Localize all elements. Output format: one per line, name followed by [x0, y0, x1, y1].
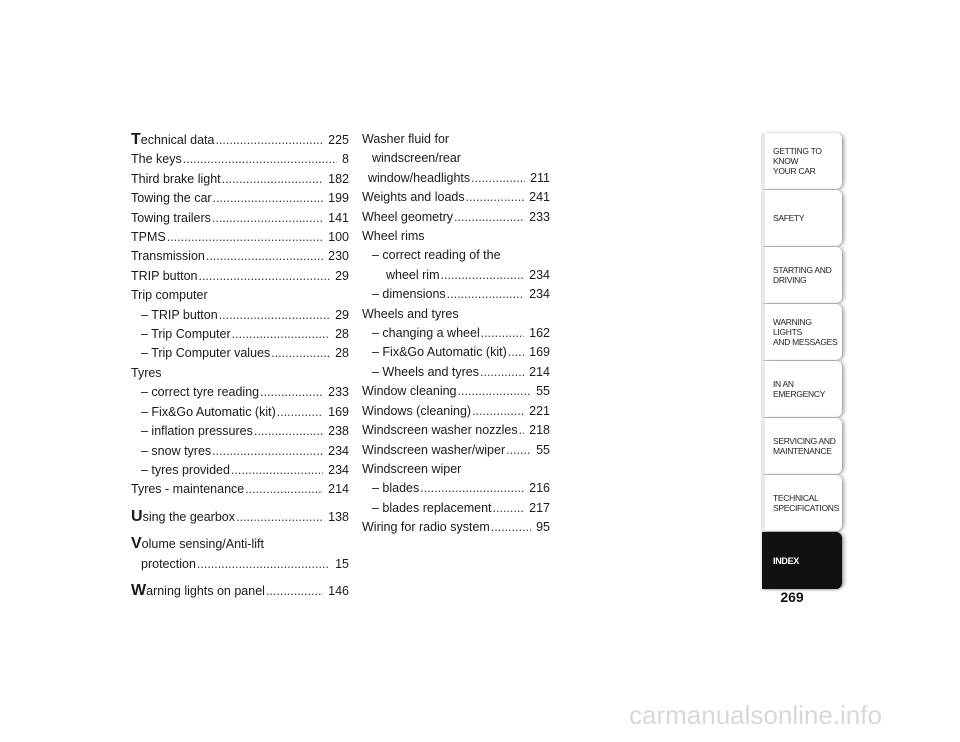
page-number: 269 — [780, 589, 804, 605]
tab-safety[interactable]: SAFETY — [762, 190, 842, 246]
tab-in-an-emergency[interactable]: IN AN EMERGENCY — [762, 361, 842, 417]
index-entry[interactable]: Transmission ..... 230 — [131, 247, 349, 266]
page-ref: 15 — [335, 556, 349, 571]
index-subentry[interactable]: – snow tyres ..... 234 — [131, 442, 349, 461]
page-ref: 234 — [529, 287, 550, 302]
index-entry[interactable]: Windscreen washer nozzles ..... 218 — [362, 421, 550, 440]
index-subentry[interactable]: – correct tyre reading ..... 233 — [131, 383, 349, 402]
index-entry[interactable]: Technical data ..... 225 — [131, 130, 349, 150]
index-entry[interactable]: Using the gearbox ..... 138 — [131, 507, 349, 527]
index-subentry[interactable]: – blades replacement ..... 217 — [362, 499, 550, 518]
index-subentry[interactable]: – Trip Computer ..... 28 — [131, 325, 349, 344]
page-ref: 100 — [328, 230, 349, 245]
page-ref: 221 — [529, 403, 550, 418]
page-ref: 233 — [529, 209, 550, 224]
tab-technical-specifications[interactable]: TECHNICAL SPECIFICATIONS — [762, 475, 842, 531]
index-entry[interactable]: Towing the car ..... 199 — [131, 189, 349, 208]
page-ref: 211 — [530, 170, 550, 185]
index-subentry[interactable]: – TRIP button ..... 29 — [131, 306, 349, 325]
page-ref: 217 — [529, 500, 550, 515]
index-subentry[interactable]: – changing a wheel ..... 162 — [362, 324, 550, 343]
page-ref: 162 — [529, 326, 550, 341]
page-ref: 55 — [536, 384, 550, 399]
page-ref: 234 — [328, 462, 349, 477]
index-entry[interactable]: Towing trailers ..... 141 — [131, 209, 349, 228]
page-ref: 234 — [529, 267, 550, 282]
page-ref: 218 — [529, 423, 550, 438]
page-ref: 55 — [536, 442, 550, 457]
page-ref: 28 — [335, 327, 349, 342]
page-ref: 214 — [328, 482, 349, 497]
index-entry[interactable]: protection ..... 15 — [131, 555, 349, 574]
index-entry[interactable]: Window cleaning ..... 55 — [362, 382, 550, 401]
page-ref: 28 — [335, 346, 349, 361]
index-subentry[interactable]: – inflation pressures ..... 238 — [131, 422, 349, 441]
page-ref: 29 — [335, 268, 349, 283]
index-column-left — [131, 130, 349, 601]
page-ref: 230 — [328, 249, 349, 264]
page-ref: 225 — [328, 133, 349, 147]
page-ref: 234 — [328, 443, 349, 458]
index-heading: Wheel rims — [362, 229, 425, 244]
index-heading-cont: windscreen/rear — [372, 151, 461, 166]
page-ref: 199 — [328, 191, 349, 206]
tab-starting-and-driving[interactable]: STARTING AND DRIVING — [762, 247, 842, 303]
index-subentry[interactable]: – dimensions ..... 234 — [362, 285, 550, 304]
index-heading: Wheels and tyres — [362, 306, 459, 321]
page-ref: 169 — [529, 345, 550, 360]
index-subheading: – correct reading of the — [372, 248, 501, 263]
tab-servicing-and-maintenance[interactable]: SERVICING AND MAINTENANCE — [762, 418, 842, 474]
index-subentry[interactable]: – tyres provided ..... 234 — [131, 461, 349, 480]
page-ref: 214 — [529, 364, 550, 379]
index-entry[interactable]: Windows (cleaning) ..... 221 — [362, 402, 550, 421]
index-entry[interactable]: Weights and loads ..... 241 — [362, 188, 550, 207]
page-ref: 233 — [328, 385, 349, 400]
index-heading: Windscreen wiper — [362, 461, 462, 476]
index-entry[interactable]: Wheel geometry ..... 233 — [362, 208, 550, 227]
page-ref: 238 — [328, 424, 349, 439]
index-subentry[interactable]: – blades ..... 216 — [362, 479, 550, 498]
page-ref: 169 — [328, 404, 349, 419]
watermark: carmanualsonline.info — [629, 700, 882, 730]
index-entry[interactable]: TRIP button ..... 29 — [131, 267, 349, 286]
page-ref: 182 — [328, 171, 349, 186]
index-entry[interactable]: Windscreen washer/wiper ..... 55 — [362, 441, 550, 460]
index-heading: Volume sensing/Anti-lift — [131, 535, 264, 553]
page-ref: 141 — [328, 210, 349, 225]
index-heading: Washer fluid for — [362, 132, 450, 146]
index-subentry[interactable]: – Fix&Go Automatic (kit) ..... 169 — [362, 343, 550, 362]
index-entry[interactable]: Third brake light ..... 182 — [131, 170, 349, 189]
page-ref: 29 — [335, 307, 349, 322]
tab-index[interactable]: INDEX — [762, 532, 842, 589]
index-entry[interactable]: Wiring for radio system ..... 95 — [362, 518, 550, 537]
page-ref: 216 — [529, 481, 550, 496]
tab-getting-to-know-your-car[interactable]: GETTING TO KNOW YOUR CAR — [762, 133, 842, 189]
index-entry[interactable]: Tyres - maintenance ..... 214 — [131, 480, 349, 499]
index-subentry[interactable]: – Fix&Go Automatic (kit) ..... 169 — [131, 403, 349, 422]
index-entry[interactable]: window/headlights ..... 211 — [362, 169, 550, 188]
index-column-right — [362, 130, 550, 538]
page-ref: 138 — [328, 509, 349, 524]
page-ref: 95 — [536, 520, 550, 535]
index-heading: Trip computer — [131, 288, 208, 303]
page-ref: 8 — [342, 152, 349, 167]
index-subentry[interactable]: wheel rim ..... 234 — [362, 266, 550, 285]
index-entry[interactable]: TPMS ..... 100 — [131, 228, 349, 247]
index-subentry[interactable]: – Trip Computer values ..... 28 — [131, 344, 349, 363]
index-heading: Tyres — [131, 365, 162, 380]
section-tabs — [762, 133, 842, 590]
page-ref: 146 — [328, 583, 349, 598]
index-subentry[interactable]: – Wheels and tyres ..... 214 — [362, 363, 550, 382]
tab-warning-lights-and-messages[interactable]: WARNING LIGHTS AND MESSAGES — [762, 304, 842, 360]
index-entry[interactable]: Warning lights on panel ..... 146 — [131, 581, 349, 601]
page-ref: 241 — [529, 190, 550, 205]
index-entry[interactable]: The keys ..... 8 — [131, 150, 349, 169]
